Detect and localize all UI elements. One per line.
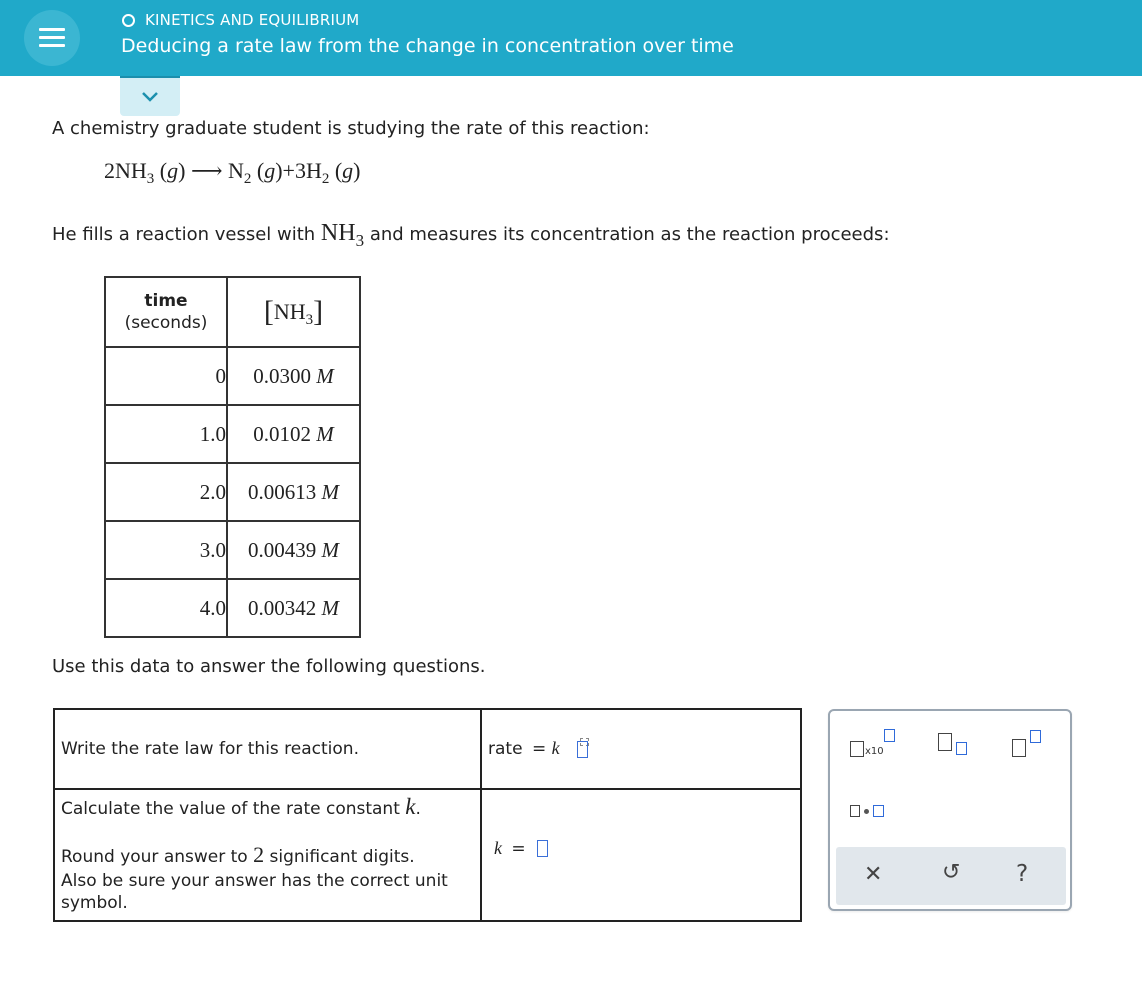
concentration-cell: 0.00342 M bbox=[227, 579, 360, 637]
concentration-cell: 0.00439 M bbox=[227, 521, 360, 579]
help-icon[interactable]: ? bbox=[1016, 861, 1029, 887]
topic-row bbox=[122, 11, 359, 29]
multiply-dot-button[interactable] bbox=[848, 801, 898, 825]
question-rate-law bbox=[54, 709, 481, 789]
rate-law-answer-input[interactable] bbox=[575, 738, 591, 758]
concentration-cell: 0.0300 M bbox=[227, 347, 360, 405]
unit-instruction: Also be sure your answer has the correct unit symbol. bbox=[61, 871, 448, 913]
concentration-column-header: $[NH_3]$ bbox=[227, 277, 360, 347]
superscript-button[interactable] bbox=[1010, 729, 1050, 759]
page-title: Deducing a rate law from the change in concentration over time bbox=[121, 35, 734, 57]
question-table bbox=[53, 708, 802, 922]
intro-text: A chemistry graduate student is studying the rate of this reaction: bbox=[52, 118, 650, 139]
expand-toggle-button[interactable] bbox=[120, 76, 180, 116]
concentration-cell: 0.0102 M bbox=[227, 405, 360, 463]
question-rate-constant bbox=[54, 789, 481, 921]
table-header-row bbox=[105, 277, 360, 347]
reaction-equation: $2NH_3$ (g) ⟶ $N_2$ $(g)+3H_2$ (g) bbox=[104, 158, 361, 187]
rate-constant-answer-input[interactable] bbox=[537, 840, 548, 857]
question-rate-law-text: Write the rate law for this reaction. bbox=[61, 739, 359, 759]
topic-status-icon bbox=[122, 14, 135, 27]
scientific-notation-button[interactable]: x10 bbox=[848, 729, 898, 759]
table-row bbox=[105, 521, 360, 579]
instructions-text: Use this data to answer the following questions. bbox=[52, 656, 486, 677]
question-rate-constant-text: Calculate the value of the rate constant k. bbox=[61, 794, 421, 819]
time-cell: 0 bbox=[105, 347, 227, 405]
question-row-rate-law bbox=[54, 709, 801, 789]
clear-icon[interactable]: ✕ bbox=[864, 862, 883, 887]
answer-rate-constant-cell: k = bbox=[481, 789, 801, 921]
table-row bbox=[105, 347, 360, 405]
table-row bbox=[105, 579, 360, 637]
answer-rate-law-cell: rate = k bbox=[481, 709, 801, 789]
rounding-instruction: Round your answer to 2 significant digits. bbox=[61, 842, 415, 867]
undo-icon[interactable]: ↺ bbox=[942, 860, 961, 885]
palette-action-bar bbox=[836, 847, 1066, 905]
subscript-button[interactable] bbox=[936, 729, 976, 759]
table-row bbox=[105, 405, 360, 463]
concentration-table bbox=[104, 276, 361, 638]
math-palette bbox=[828, 709, 1072, 911]
time-column-header: time (seconds) bbox=[105, 277, 227, 347]
topic-label: KINETICS AND EQUILIBRIUM bbox=[145, 11, 360, 29]
top-bar bbox=[0, 0, 1142, 76]
question-row-rate-constant bbox=[54, 789, 801, 921]
rate-label: rate bbox=[488, 739, 523, 759]
time-cell: 2.0 bbox=[105, 463, 227, 521]
setup-sentence: He fills a reaction vessel with $NH_3$ and measures its concentration as the reaction proceeds: bbox=[52, 220, 890, 250]
concentration-cell: 0.00613 M bbox=[227, 463, 360, 521]
chevron-down-icon bbox=[140, 90, 160, 104]
time-cell: 4.0 bbox=[105, 579, 227, 637]
time-cell: 1.0 bbox=[105, 405, 227, 463]
time-cell: 3.0 bbox=[105, 521, 227, 579]
table-row bbox=[105, 463, 360, 521]
menu-icon[interactable] bbox=[24, 10, 80, 66]
